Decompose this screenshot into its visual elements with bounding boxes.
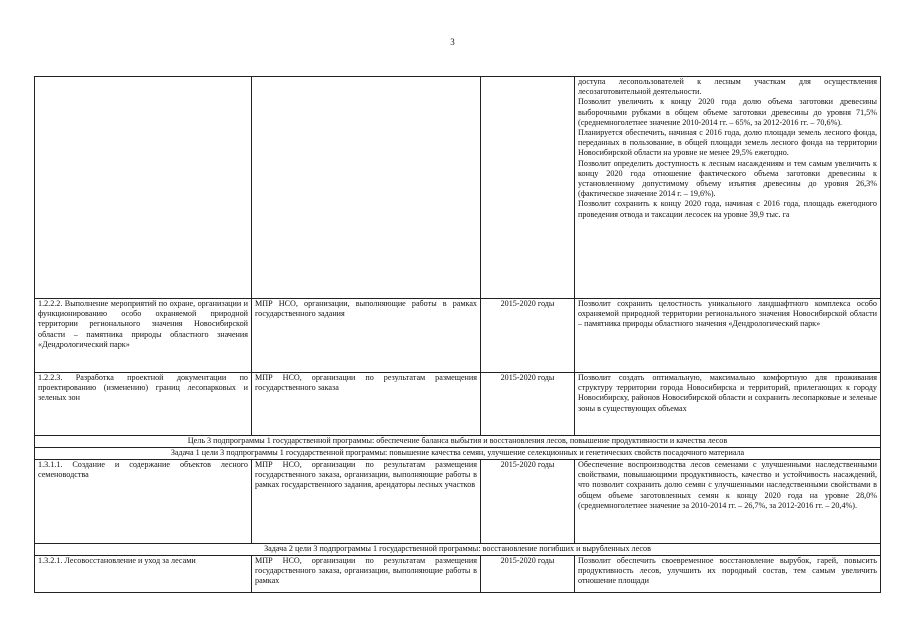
cell-result: Позволит сохранить целостность уникального ландшафтного комплекса особо охраняемой природной территории регионального значения Новосибирской области – памятника природы областного значения «Дендрологический парк» xyxy=(575,299,881,373)
cell-result xyxy=(575,77,881,299)
cell-period: 2015-2020 годы xyxy=(481,299,575,373)
result-paragraph: доступа лесопользователей к лесным участкам для осуществления лесозаготовительной деятельности. xyxy=(578,77,877,97)
cell-period xyxy=(481,77,575,299)
table-row xyxy=(35,77,881,299)
cell-executor: МПР НСО, организации по результатам размещения государственного заказа xyxy=(252,373,481,436)
cell-activity: 1.3.1.1. Создание и содержание объектов лесного семеноводства xyxy=(35,460,252,544)
cell-executor: МПР НСО, организации по результатам размещения государственного заказа, организации, выполняющие работы в рамках государственного задания, арендаторы лесных участков xyxy=(252,460,481,544)
table-row xyxy=(35,460,881,544)
section-heading-row xyxy=(35,436,881,448)
result-paragraph: Позволит сохранить к концу 2020 года, начиная с 2016 года, площадь ежегодного проведения отвода и таксации лесосек на уровне 39,9 тыс. га xyxy=(578,199,877,219)
task-heading: Задача 2 цели 3 подпрограммы 1 государственной программы: восстановление погибших и вырубленных лесов xyxy=(35,544,881,556)
cell-executor: МПР НСО, организации, выполняющие работы в рамках государственного задания xyxy=(252,299,481,373)
task-heading: Задача 1 цели 3 подпрограммы 1 государственной программы: повышение качества семян, улучшение селекционных и генетических свойств посадочного материала xyxy=(35,448,881,460)
cell-result: Позволит обеспечить своевременное восстановление вырубок, гарей, повысить продуктивность лесов, улучшить их породный состав, тем самым увеличить отношение площади xyxy=(575,556,881,593)
cell-period: 2015-2020 годы xyxy=(481,373,575,436)
cell-result: Обеспечение воспроизводства лесов семенами с улучшенными наследственными свойствами, повышающими продуктивность, качество и устойчивость насаждений, что позволит сохранить долю семян с улучшенными наследственными свойствами в общем объеме заготовленных семян к концу 2020 года на уровне 28,0% (среднемноголетнее значение за 2010-2014 гг. – 26,7%, за 2012-2016 гг. – 20,4%). xyxy=(575,460,881,544)
cell-activity: 1.3.2.1. Лесовосстановление и уход за лесами xyxy=(35,556,252,593)
program-table xyxy=(34,76,881,593)
page-number: 3 xyxy=(450,37,455,47)
cell-activity: 1.2.2.2. Выполнение мероприятий по охране, организации и функционированию особо охраняемой природной территории регионального значения Новосибирской области – памятника природы областного значения «Дендрологический парк» xyxy=(35,299,252,373)
section-heading-row xyxy=(35,544,881,556)
table-row xyxy=(35,299,881,373)
goal-heading: Цель 3 подпрограммы 1 государственной программы: обеспечение баланса выбытия и восстановления лесов, повышение продуктивности и качества лесов xyxy=(35,436,881,448)
result-paragraph: Планируется обеспечить, начиная с 2016 года, долю площади земель лесного фонда, переданных в пользование, в общей площади земель лесного фонда на территории Новосибирской области на уровне не менее 29,5% ежегодно. xyxy=(578,128,877,158)
cell-executor: МПР НСО, организации по результатам размещения государственного заказа, организации, выполняющие работы в рамках xyxy=(252,556,481,593)
section-heading-row xyxy=(35,448,881,460)
cell-activity xyxy=(35,77,252,299)
cell-activity: 1.2.2.3. Разработка проектной документации по проектированию (изменению) границ лесопарковых и зеленых зон xyxy=(35,373,252,436)
cell-period: 2015-2020 годы xyxy=(481,556,575,593)
result-paragraph: Позволит увеличить к концу 2020 года долю объема заготовки древесины выборочными рубками в общем объеме заготовки древесины до уровня 71,5% (среднемноголетнее значение 2010-2014 гг. – 65%, за 2012-2016 гг. – 70,6%). xyxy=(578,97,877,127)
cell-executor xyxy=(252,77,481,299)
table-row xyxy=(35,556,881,593)
cell-period: 2015-2020 годы xyxy=(481,460,575,544)
result-paragraph: Позволит определить доступность к лесным насаждениям и тем самым увеличить к концу 2020 года отношение фактического объема заготовки древесины к установленному допустимому объему изъятия древесины до уровня 26,3% (фактическое значение 2014 г. – 19,6%). xyxy=(578,158,877,199)
cell-result: Позволит создать оптимальную, максимально комфортную для проживания структуру территории города Новосибирска и территорий, прилегающих к городу Новосибирску, районов Новосибирской области и сохранить лесопарковые и зеленые зоны в существующих объемах xyxy=(575,373,881,436)
table-row xyxy=(35,373,881,436)
